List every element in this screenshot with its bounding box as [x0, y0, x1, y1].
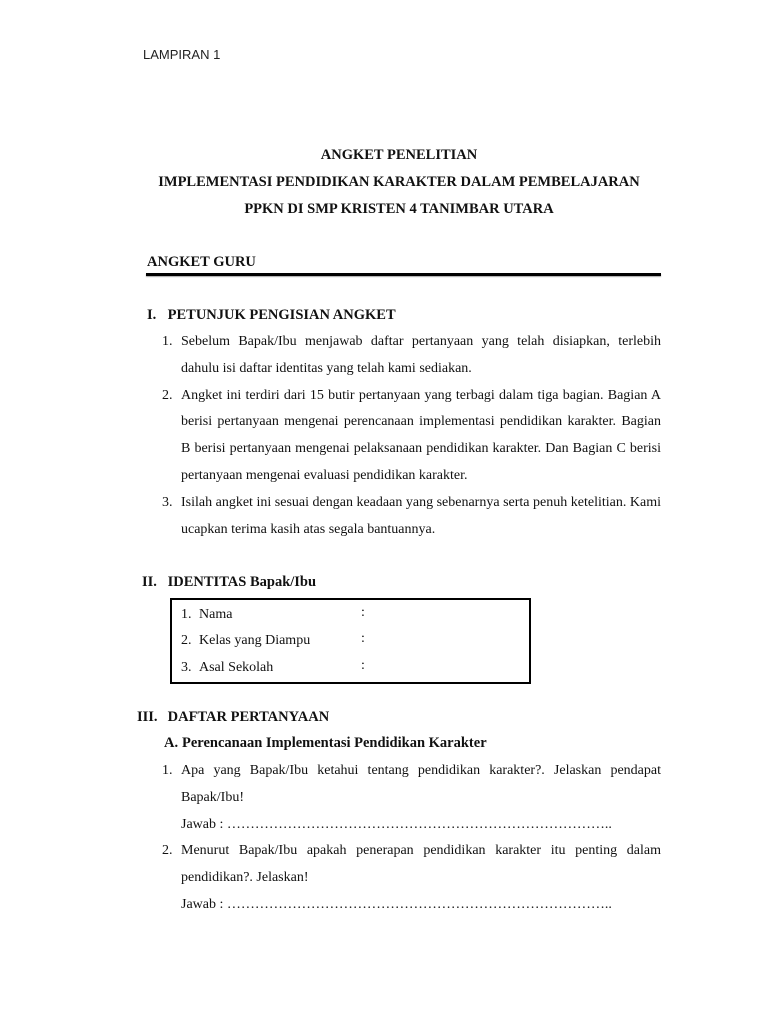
identity-field-label: Kelas yang Diampu — [199, 633, 311, 648]
identity-field-class[interactable] — [181, 631, 310, 651]
answer-line[interactable]: Jawab : ……………………………………………………………………….. — [181, 816, 612, 832]
section-3-number: III. — [137, 709, 158, 725]
answer-line[interactable]: Jawab : ……………………………………………………………………….. — [181, 896, 612, 912]
list-item-number: 2. — [162, 387, 173, 403]
title-line-1: ANGKET PENELITIAN — [320, 147, 478, 163]
identity-box — [170, 598, 531, 684]
heading-divider — [146, 273, 661, 276]
identity-field-colon: : — [361, 631, 365, 646]
list-item-text: Angket ini terdiri dari 15 butir pertanyaan yang terbagi dalam tiga bagian. Bagian A berisi pertanyaan mengenai perencanaan implementasi pendidikan karakter. Bagian B berisi pertanyaan mengenai pelaksanaan pendidikan karakter. Dan Bagian C berisi pertanyaan mengenai evaluasi pendidikan karakter. — [181, 387, 661, 483]
question-number: 2. — [162, 843, 173, 859]
identity-field-name[interactable] — [181, 605, 232, 625]
list-item — [162, 329, 661, 383]
section-2-number: II. — [142, 574, 157, 590]
question-text: Menurut Bapak/Ibu apakah penerapan pendidikan karakter itu penting dalam pendidikan?. Jelaskan! — [181, 843, 661, 886]
subsection-a-title: Perencanaan Implementasi Pendidikan Karakter — [182, 735, 487, 751]
identity-field-colon: : — [361, 605, 365, 620]
section-1-title: PETUNJUK PENGISIAN ANGKET — [167, 307, 396, 323]
section-3-title: DAFTAR PERTANYAAN — [167, 709, 330, 725]
identity-field-number: 2. — [181, 633, 192, 648]
identity-field-school[interactable] — [181, 658, 273, 678]
section-3-heading — [137, 709, 329, 726]
list-item-text: Sebelum Bapak/Ibu menjawab daftar pertanyaan yang telah disiapkan, terlebih dahulu isi daftar identitas yang telah kami sediakan. — [181, 334, 661, 376]
identity-field-number: 3. — [181, 660, 192, 675]
identity-field-label: Asal Sekolah — [199, 660, 274, 675]
list-item — [162, 490, 661, 544]
subsection-a-letter: A. — [164, 735, 179, 751]
appendix-label: LAMPIRAN 1 — [143, 47, 221, 62]
section-1-number: I. — [147, 307, 157, 323]
section-2-heading — [142, 574, 316, 591]
title-line-2: IMPLEMENTASI PENDIDIKAN KARAKTER DALAM PEMBELAJARAN — [158, 174, 640, 190]
document-title — [0, 145, 768, 226]
identity-field-label: Nama — [199, 607, 233, 622]
list-item-text: Isilah angket ini sesuai dengan keadaan yang sebenarnya serta penuh ketelitian. Kami ucapkan terima kasih atas segala bantuannya. — [181, 494, 661, 537]
question-text: Apa yang Bapak/Ibu ketahui tentang pendidikan karakter?. Jelaskan pendapat Bapak/Ibu! — [181, 763, 661, 805]
list-item-number: 3. — [162, 494, 173, 510]
questions-list — [162, 758, 661, 919]
list-item-number: 1. — [162, 334, 173, 349]
question-item — [162, 758, 661, 838]
instructions-list — [162, 329, 661, 543]
list-item — [162, 383, 661, 490]
questionnaire-type-heading: ANGKET GURU — [147, 254, 256, 270]
question-item — [162, 838, 661, 918]
section-2-title: IDENTITAS Bapak/Ibu — [167, 574, 317, 590]
title-line-3: PPKN DI SMP KRISTEN 4 TANIMBAR UTARA — [244, 201, 554, 217]
identity-field-colon: : — [361, 658, 365, 673]
question-number: 1. — [162, 763, 173, 778]
section-1-heading — [147, 307, 396, 324]
identity-field-number: 1. — [181, 607, 192, 622]
subsection-a-heading — [164, 735, 487, 752]
